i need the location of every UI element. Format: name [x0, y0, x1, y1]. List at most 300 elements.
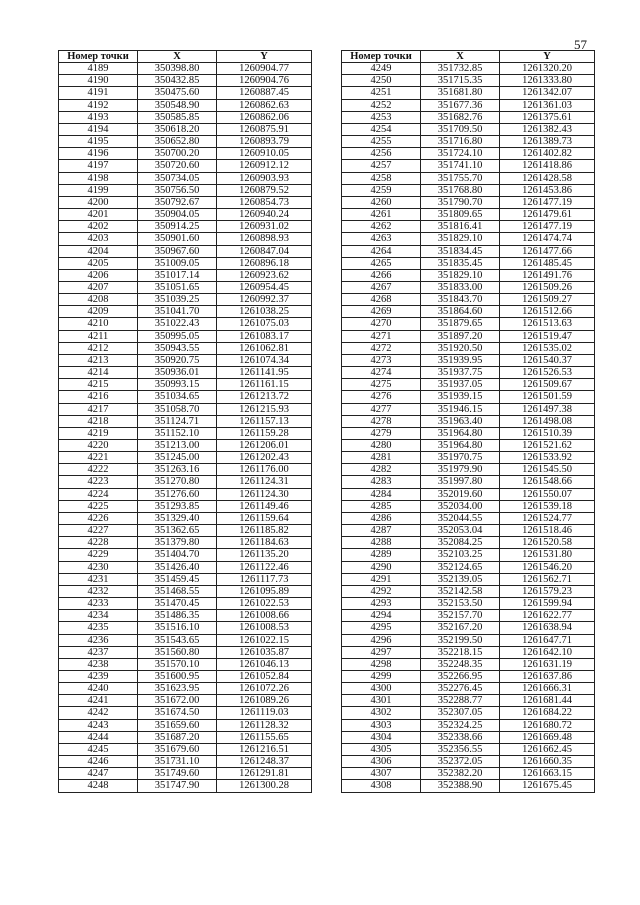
cell-y: 1260898.93 [217, 233, 312, 245]
cell-point-number: 4255 [342, 136, 421, 148]
cell-point-number: 4247 [59, 768, 138, 780]
cell-x: 350967.60 [138, 245, 217, 257]
cell-y: 1261333.80 [500, 75, 595, 87]
cell-x: 351459.45 [138, 573, 217, 585]
table-row [59, 500, 312, 512]
table-row [342, 99, 595, 111]
header-y: Y [500, 51, 595, 63]
cell-x: 352139.05 [421, 573, 500, 585]
table-row [59, 123, 312, 135]
cell-x: 351834.45 [421, 245, 500, 257]
table-row [342, 780, 595, 792]
table-row [342, 354, 595, 366]
cell-y: 1261540.37 [500, 354, 595, 366]
cell-point-number: 4268 [342, 294, 421, 306]
cell-point-number: 4206 [59, 269, 138, 281]
table-row [342, 415, 595, 427]
cell-point-number: 4288 [342, 537, 421, 549]
cell-point-number: 4201 [59, 209, 138, 221]
cell-point-number: 4196 [59, 148, 138, 160]
cell-y: 1261062.81 [217, 342, 312, 354]
cell-point-number: 4301 [342, 695, 421, 707]
cell-y: 1261647.71 [500, 634, 595, 646]
table-row [59, 172, 312, 184]
cell-x: 351790.70 [421, 196, 500, 208]
cell-x: 351829.10 [421, 233, 500, 245]
cell-y: 1261509.67 [500, 379, 595, 391]
cell-y: 1261477.66 [500, 245, 595, 257]
cell-x: 351937.75 [421, 367, 500, 379]
table-row [59, 756, 312, 768]
table-row [342, 731, 595, 743]
cell-y: 1261479.61 [500, 209, 595, 221]
table-row [342, 367, 595, 379]
cell-point-number: 4270 [342, 318, 421, 330]
cell-x: 351732.85 [421, 63, 500, 75]
cell-point-number: 4290 [342, 561, 421, 573]
cell-point-number: 4302 [342, 707, 421, 719]
cell-x: 352356.55 [421, 743, 500, 755]
cell-y: 1261402.82 [500, 148, 595, 160]
cell-x: 350618.20 [138, 123, 217, 135]
cell-x: 351329.40 [138, 512, 217, 524]
table-row [59, 75, 312, 87]
cell-point-number: 4233 [59, 598, 138, 610]
table-row [59, 743, 312, 755]
table-row [342, 294, 595, 306]
cell-point-number: 4287 [342, 525, 421, 537]
table-row [342, 549, 595, 561]
cell-point-number: 4230 [59, 561, 138, 573]
table-row [59, 476, 312, 488]
cell-y: 1261535.02 [500, 342, 595, 354]
cell-y: 1261046.13 [217, 658, 312, 670]
cell-x: 350993.15 [138, 379, 217, 391]
table-row [342, 160, 595, 172]
cell-x: 351937.05 [421, 379, 500, 391]
cell-x: 352324.25 [421, 719, 500, 731]
table-row [59, 209, 312, 221]
cell-point-number: 4249 [342, 63, 421, 75]
cell-point-number: 4192 [59, 99, 138, 111]
cell-x: 351560.80 [138, 646, 217, 658]
cell-point-number: 4251 [342, 87, 421, 99]
table-row [59, 318, 312, 330]
cell-y: 1261524.77 [500, 512, 595, 524]
cell-point-number: 4276 [342, 391, 421, 403]
cell-y: 1261477.19 [500, 196, 595, 208]
table-row [342, 391, 595, 403]
cell-x: 351833.00 [421, 281, 500, 293]
cell-y: 1260923.62 [217, 269, 312, 281]
cell-point-number: 4286 [342, 512, 421, 524]
cell-x: 352167.20 [421, 622, 500, 634]
cell-x: 351682.76 [421, 111, 500, 123]
cell-y: 1261157.13 [217, 415, 312, 427]
cell-point-number: 4239 [59, 670, 138, 682]
cell-point-number: 4307 [342, 768, 421, 780]
table-row [342, 257, 595, 269]
cell-y: 1261155.65 [217, 731, 312, 743]
cell-x: 351404.70 [138, 549, 217, 561]
cell-point-number: 4274 [342, 367, 421, 379]
cell-y: 1261185.82 [217, 525, 312, 537]
table-row [342, 683, 595, 695]
table-row [59, 415, 312, 427]
cell-y: 1260904.76 [217, 75, 312, 87]
cell-y: 1261518.46 [500, 525, 595, 537]
cell-y: 1261550.07 [500, 488, 595, 500]
cell-point-number: 4304 [342, 731, 421, 743]
cell-point-number: 4216 [59, 391, 138, 403]
cell-y: 1261512.66 [500, 306, 595, 318]
cell-point-number: 4278 [342, 415, 421, 427]
table-row [59, 99, 312, 111]
cell-y: 1261531.80 [500, 549, 595, 561]
cell-x: 352307.05 [421, 707, 500, 719]
cell-point-number: 4294 [342, 610, 421, 622]
cell-x: 351809.65 [421, 209, 500, 221]
cell-x: 350548.90 [138, 99, 217, 111]
cell-x: 351245.00 [138, 452, 217, 464]
table-row [59, 281, 312, 293]
table-row [342, 707, 595, 719]
cell-x: 352157.70 [421, 610, 500, 622]
cell-x: 351755.70 [421, 172, 500, 184]
cell-y: 1261008.53 [217, 622, 312, 634]
table-row [342, 330, 595, 342]
cell-x: 352124.65 [421, 561, 500, 573]
table-row [59, 330, 312, 342]
cell-x: 351486.35 [138, 610, 217, 622]
cell-point-number: 4269 [342, 306, 421, 318]
cell-y: 1260879.52 [217, 184, 312, 196]
table-row [342, 622, 595, 634]
table-row [342, 269, 595, 281]
cell-y: 1261291.81 [217, 768, 312, 780]
cell-x: 351379.80 [138, 537, 217, 549]
cell-y: 1261206.01 [217, 440, 312, 452]
table-row [342, 209, 595, 221]
cell-x: 351997.80 [421, 476, 500, 488]
cell-point-number: 4194 [59, 123, 138, 135]
table-row [342, 743, 595, 755]
cell-y: 1261124.30 [217, 488, 312, 500]
cell-x: 350700.20 [138, 148, 217, 160]
cell-y: 1260875.91 [217, 123, 312, 135]
cell-y: 1261117.73 [217, 573, 312, 585]
table-row [342, 756, 595, 768]
cell-x: 352218.15 [421, 646, 500, 658]
cell-x: 351864.60 [421, 306, 500, 318]
cell-x: 350585.85 [138, 111, 217, 123]
cell-point-number: 4193 [59, 111, 138, 123]
cell-point-number: 4212 [59, 342, 138, 354]
cell-point-number: 4261 [342, 209, 421, 221]
cell-x: 351293.85 [138, 500, 217, 512]
cell-y: 1261453.86 [500, 184, 595, 196]
table-row [59, 549, 312, 561]
cell-x: 352248.35 [421, 658, 500, 670]
table-row [342, 184, 595, 196]
cell-point-number: 4222 [59, 464, 138, 476]
table-row [342, 123, 595, 135]
table-row [59, 354, 312, 366]
cell-point-number: 4195 [59, 136, 138, 148]
cell-point-number: 4225 [59, 500, 138, 512]
cell-x: 352338.66 [421, 731, 500, 743]
cell-y: 1260854.73 [217, 196, 312, 208]
cell-point-number: 4258 [342, 172, 421, 184]
table-row [342, 403, 595, 415]
cell-x: 352382.20 [421, 768, 500, 780]
table-row [59, 610, 312, 622]
cell-point-number: 4191 [59, 87, 138, 99]
table-row [59, 196, 312, 208]
header-x: X [138, 51, 217, 63]
cell-point-number: 4215 [59, 379, 138, 391]
table-row [59, 670, 312, 682]
table-row [59, 306, 312, 318]
cell-y: 1261159.64 [217, 512, 312, 524]
table-row [59, 379, 312, 391]
cell-y: 1261675.45 [500, 780, 595, 792]
cell-x: 351516.10 [138, 622, 217, 634]
table-row [59, 342, 312, 354]
cell-y: 1261599.94 [500, 598, 595, 610]
cell-x: 351939.15 [421, 391, 500, 403]
cell-y: 1261075.03 [217, 318, 312, 330]
cell-y: 1261660.35 [500, 756, 595, 768]
table-row [342, 719, 595, 731]
cell-y: 1261022.15 [217, 634, 312, 646]
cell-y: 1261669.48 [500, 731, 595, 743]
table-row [342, 111, 595, 123]
cell-point-number: 4224 [59, 488, 138, 500]
cell-x: 350901.60 [138, 233, 217, 245]
cell-x: 351970.75 [421, 452, 500, 464]
cell-y: 1261513.63 [500, 318, 595, 330]
cell-y: 1261548.66 [500, 476, 595, 488]
cell-y: 1260992.37 [217, 294, 312, 306]
table-row [342, 561, 595, 573]
cell-y: 1261510.39 [500, 427, 595, 439]
table-row [342, 500, 595, 512]
table-row [342, 537, 595, 549]
table-row [342, 148, 595, 160]
cell-point-number: 4295 [342, 622, 421, 634]
cell-x: 351672.00 [138, 695, 217, 707]
table-row [342, 598, 595, 610]
cell-x: 351017.14 [138, 269, 217, 281]
cell-point-number: 4189 [59, 63, 138, 75]
cell-y: 1260862.63 [217, 99, 312, 111]
cell-point-number: 4232 [59, 585, 138, 597]
cell-point-number: 4271 [342, 330, 421, 342]
cell-y: 1261342.07 [500, 87, 595, 99]
cell-x: 351543.65 [138, 634, 217, 646]
cell-point-number: 4279 [342, 427, 421, 439]
table-row [59, 537, 312, 549]
cell-y: 1260847.04 [217, 245, 312, 257]
table-row [59, 294, 312, 306]
cell-x: 351570.10 [138, 658, 217, 670]
cell-y: 1260893.79 [217, 136, 312, 148]
cell-x: 350904.05 [138, 209, 217, 221]
cell-y: 1260910.05 [217, 148, 312, 160]
cell-y: 1261539.18 [500, 500, 595, 512]
cell-y: 1261122.46 [217, 561, 312, 573]
cell-x: 351679.60 [138, 743, 217, 755]
cell-y: 1261176.00 [217, 464, 312, 476]
cell-point-number: 4200 [59, 196, 138, 208]
table-header-row [59, 51, 312, 63]
cell-x: 352266.95 [421, 670, 500, 682]
cell-y: 1261135.20 [217, 549, 312, 561]
table-row [59, 695, 312, 707]
cell-x: 352103.25 [421, 549, 500, 561]
table-row [59, 111, 312, 123]
cell-x: 351041.70 [138, 306, 217, 318]
cell-y: 1261631.19 [500, 658, 595, 670]
cell-y: 1261119.03 [217, 707, 312, 719]
cell-point-number: 4296 [342, 634, 421, 646]
cell-point-number: 4238 [59, 658, 138, 670]
cell-x: 351716.80 [421, 136, 500, 148]
cell-y: 1261213.72 [217, 391, 312, 403]
cell-x: 351600.95 [138, 670, 217, 682]
cell-x: 351058.70 [138, 403, 217, 415]
cell-x: 351674.50 [138, 707, 217, 719]
cell-y: 1261533.92 [500, 452, 595, 464]
table-row [342, 464, 595, 476]
table-row [342, 768, 595, 780]
cell-y: 1260896.18 [217, 257, 312, 269]
cell-y: 1261022.53 [217, 598, 312, 610]
table-row [342, 245, 595, 257]
cell-x: 350995.05 [138, 330, 217, 342]
cell-y: 1261382.43 [500, 123, 595, 135]
table-row [342, 427, 595, 439]
cell-x: 351470.45 [138, 598, 217, 610]
table-body-left [59, 63, 312, 792]
cell-y: 1261497.38 [500, 403, 595, 415]
cell-x: 351979.90 [421, 464, 500, 476]
cell-point-number: 4299 [342, 670, 421, 682]
table-row [342, 695, 595, 707]
cell-y: 1261161.15 [217, 379, 312, 391]
cell-x: 351939.95 [421, 354, 500, 366]
cell-point-number: 4228 [59, 537, 138, 549]
cell-point-number: 4209 [59, 306, 138, 318]
cell-x: 351468.55 [138, 585, 217, 597]
cell-x: 351963.40 [421, 415, 500, 427]
cell-x: 351276.60 [138, 488, 217, 500]
cell-y: 1261681.44 [500, 695, 595, 707]
cell-point-number: 4289 [342, 549, 421, 561]
table-row [342, 610, 595, 622]
cell-x: 351843.70 [421, 294, 500, 306]
cell-x: 351964.80 [421, 440, 500, 452]
cell-y: 1261663.15 [500, 768, 595, 780]
cell-y: 1261149.46 [217, 500, 312, 512]
cell-y: 1261519.47 [500, 330, 595, 342]
table-row [59, 452, 312, 464]
table-row [59, 622, 312, 634]
cell-x: 351829.10 [421, 269, 500, 281]
cell-x: 350720.60 [138, 160, 217, 172]
cell-point-number: 4305 [342, 743, 421, 755]
table-row [342, 342, 595, 354]
cell-y: 1261074.34 [217, 354, 312, 366]
cell-point-number: 4210 [59, 318, 138, 330]
cell-point-number: 4203 [59, 233, 138, 245]
cell-x: 350432.85 [138, 75, 217, 87]
cell-point-number: 4259 [342, 184, 421, 196]
cell-y: 1261202.43 [217, 452, 312, 464]
cell-point-number: 4250 [342, 75, 421, 87]
cell-y: 1261008.66 [217, 610, 312, 622]
table-row [342, 573, 595, 585]
table-row [342, 87, 595, 99]
cell-point-number: 4282 [342, 464, 421, 476]
cell-y: 1260862.06 [217, 111, 312, 123]
cell-point-number: 4229 [59, 549, 138, 561]
cell-x: 350920.75 [138, 354, 217, 366]
cell-point-number: 4234 [59, 610, 138, 622]
cell-point-number: 4254 [342, 123, 421, 135]
table-row [59, 160, 312, 172]
cell-y: 1261546.20 [500, 561, 595, 573]
cell-y: 1260912.12 [217, 160, 312, 172]
table-row [59, 221, 312, 233]
cell-y: 1261637.86 [500, 670, 595, 682]
cell-x: 351731.10 [138, 756, 217, 768]
cell-y: 1261159.28 [217, 427, 312, 439]
cell-x: 351677.36 [421, 99, 500, 111]
cell-x: 352034.00 [421, 500, 500, 512]
cell-point-number: 4208 [59, 294, 138, 306]
cell-x: 351715.35 [421, 75, 500, 87]
cell-point-number: 4246 [59, 756, 138, 768]
cell-y: 1261361.03 [500, 99, 595, 111]
cell-point-number: 4303 [342, 719, 421, 731]
table-row [342, 670, 595, 682]
cell-y: 1261498.08 [500, 415, 595, 427]
cell-x: 351034.65 [138, 391, 217, 403]
cell-point-number: 4263 [342, 233, 421, 245]
table-row [59, 269, 312, 281]
table-row [59, 634, 312, 646]
cell-y: 1261485.45 [500, 257, 595, 269]
table-row [59, 646, 312, 658]
cell-point-number: 4240 [59, 683, 138, 695]
cell-y: 1261124.31 [217, 476, 312, 488]
table-row [59, 427, 312, 439]
table-row [342, 646, 595, 658]
table-row [59, 658, 312, 670]
cell-x: 350914.25 [138, 221, 217, 233]
cell-x: 352084.25 [421, 537, 500, 549]
table-row [59, 573, 312, 585]
table-row [59, 233, 312, 245]
table-row [59, 780, 312, 792]
cell-y: 1261638.94 [500, 622, 595, 634]
table-row [342, 476, 595, 488]
cell-point-number: 4237 [59, 646, 138, 658]
cell-x: 351426.40 [138, 561, 217, 573]
cell-point-number: 4298 [342, 658, 421, 670]
